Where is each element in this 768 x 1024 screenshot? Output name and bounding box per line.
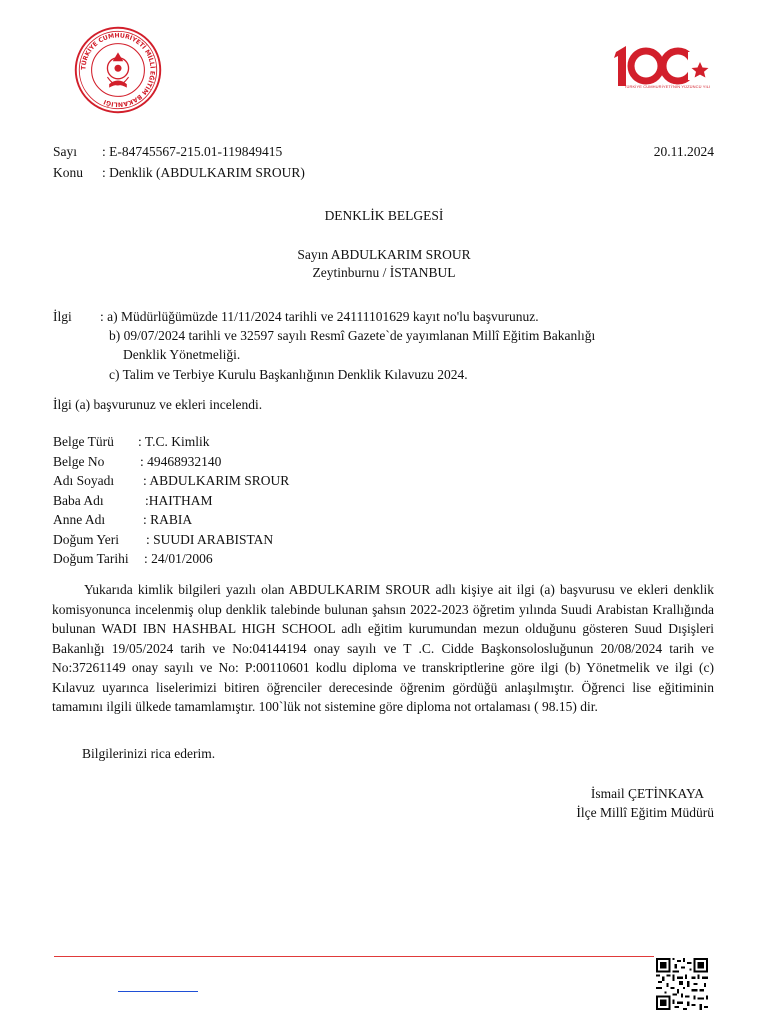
- footer-divider: [54, 956, 654, 957]
- closing-sentence: Bilgilerinizi rica ederim.: [82, 746, 216, 761]
- field-value-belge-turu: : T.C. Kimlik: [138, 434, 210, 449]
- sayi-value: : E-84745567-215.01-119849415: [102, 144, 283, 159]
- field-value-dogum-yeri: : SUUDI ARABISTAN: [146, 532, 274, 547]
- field-value-anne-adi: : RABIA: [143, 512, 193, 527]
- footer-link-underline[interactable]: [118, 991, 198, 992]
- body-paragraph: Yukarıda kimlik bilgileri yazılı olan ABDULKARIM SROUR adlı kişiye ait ilgi (a) başvurusu ve ekleri denklik komisyonunca incelenmiş olup denklik talebinde bulunan şahsın 2022-2023 öğretim yılında Suudi Arabistan Krallığında bulunan WADI IBN HASHBAL HIGH SCHOOL adlı eğitim kurumundan mezun olduğunu gösteren Suud Dışişleri Bakanlığı 19/05/2024 tarih ve No:04144194 onay sayılı ve T .C. Cidde Başkonsolosluğunun 20/08/2024 tarih ve No:37261149 onay sayılı ve No: P:00110601 kodlu diploma ve transkriptlerine göre ilgi (b) Yönetmelik ve ilgi (c) Kılavuz uyarınca liselerimizi bitiren öğrenciler derecesinde öğrenim gördüğü anlaşılmıştır. Öğrenci lise eğitiminin tamamını ilgili ülkede tamamlamıştır. 100`lük not sistemine göre diploma not ortalaması ( 98.15) dir.: [52, 582, 714, 714]
- field-value-belge-no: : 49468932140: [140, 454, 222, 469]
- field-label-adi-soyadi: Adı Soyadı: [53, 473, 115, 488]
- field-label-belge-no: Belge No: [53, 454, 105, 469]
- field-value-dogum-tarihi: : 24/01/2006: [144, 551, 213, 566]
- ilgi-label: İlgi: [53, 309, 72, 324]
- seal-ring-text: TÜRKİYE CUMHURİYETİ MİLLÎ EĞİTİM BAKANLIĞI: [80, 32, 156, 108]
- intro-sentence: İlgi (a) başvurunuz ve ekleri incelendi.: [53, 397, 263, 412]
- field-value-adi-soyadi: : ABDULKARIM SROUR: [143, 473, 290, 488]
- field-label-dogum-yeri: Doğum Yeri: [53, 532, 120, 547]
- konu-value: : Denklik (ABDULKARIM SROUR): [102, 165, 305, 180]
- centennial-logo-caption: TÜRKİYE CUMHURİYETİ'NİN YÜZÜNCÜ YILI: [624, 84, 711, 89]
- recipient-place: Zeytinburnu / İSTANBUL: [312, 265, 456, 280]
- ilgi-b-line1: b) 09/07/2024 tarihli ve 32597 sayılı Resmî Gazete`de yayımlanan Millî Eğitim Bakanlığı: [109, 328, 596, 343]
- qr-code-icon: [656, 958, 708, 1010]
- document-date: 20.11.2024: [653, 144, 714, 159]
- field-label-anne-adi: Anne Adı: [53, 512, 106, 527]
- field-value-baba-adi: :HAITHAM: [145, 493, 213, 508]
- sayi-label: Sayı: [53, 144, 78, 159]
- konu-label: Konu: [53, 165, 83, 180]
- field-label-dogum-tarihi: Doğum Tarihi: [53, 551, 129, 566]
- signatory-name: İsmail ÇETİNKAYA: [590, 786, 704, 801]
- signatory-title: İlçe Millî Eğitim Müdürü: [576, 805, 714, 820]
- ministry-seal-logo: [74, 26, 162, 114]
- recipient-name: Sayın ABDULKARIM SROUR: [297, 247, 471, 262]
- field-label-belge-turu: Belge Türü: [53, 434, 114, 449]
- ilgi-a: : a) Müdürlüğümüzde 11/11/2024 tarihli ve 24111101629 kayıt no'lu başvurunuz.: [100, 309, 539, 324]
- ilgi-b-line2: Denklik Yönetmeliği.: [123, 347, 241, 362]
- document-title: DENKLİK BELGESİ: [324, 208, 444, 223]
- field-label-baba-adi: Baba Adı: [53, 493, 104, 508]
- ilgi-c: c) Talim ve Terbiye Kurulu Başkanlığının Denklik Kılavuzu 2024.: [109, 367, 468, 382]
